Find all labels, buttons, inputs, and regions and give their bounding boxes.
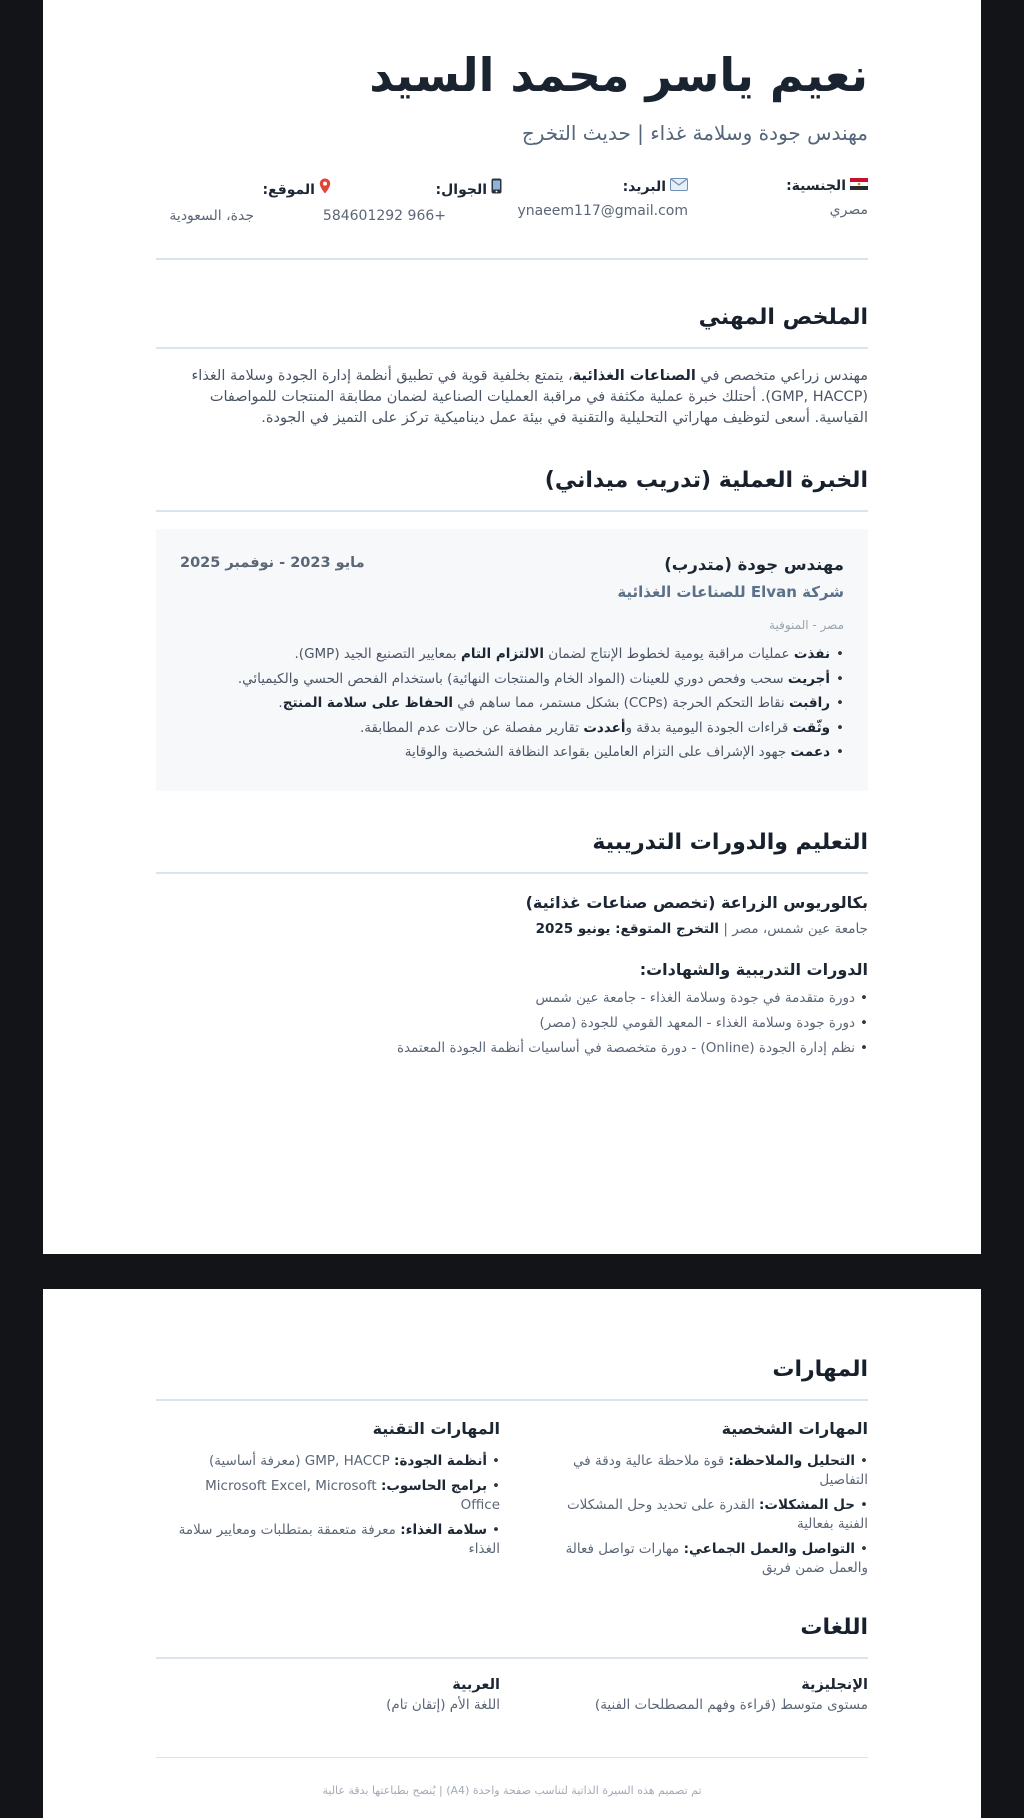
language-level: مستوى متوسط (قراءة وفهم المصطلحات الفنية)	[594, 1697, 868, 1713]
language-english	[533, 1677, 868, 1713]
list-item: • نظم إدارة الجودة (Online) - دورة متخصصة في أساسيات أنظمة الجودة المعتمدة	[156, 1036, 868, 1061]
contact-phone	[436, 178, 502, 198]
personal-skills	[533, 1419, 868, 1584]
email-label: البريد:	[622, 179, 666, 195]
list-item: • أجريت سحب وفحص دوري للعينات (المواد الخام والمنتجات النهائية) باستخدام الفحص الحسي والكيميائي.	[180, 667, 844, 692]
education-divider	[156, 872, 868, 874]
candidate-name: نعيم ياسر محمد السيد	[369, 48, 868, 102]
language-arabic	[165, 1677, 500, 1713]
job-location: مصر - المنوفية	[769, 618, 844, 632]
header-divider	[156, 258, 868, 260]
phone-value[interactable]: +966 584601292	[322, 208, 446, 224]
footer-divider	[156, 1757, 868, 1758]
list-item: • دورة جودة وسلامة الغذاء - المعهد القومي للجودة (مصر)	[156, 1011, 868, 1036]
personal-skills-heading: المهارات الشخصية	[721, 1419, 868, 1438]
resume-page-2	[43, 1289, 981, 1818]
list-item: • برامج الحاسوب: Microsoft Excel, Microsoft Office	[165, 1477, 500, 1515]
experience-divider	[156, 510, 868, 512]
mobile-phone-icon	[491, 178, 502, 198]
summary-divider	[156, 347, 868, 349]
courses-list	[156, 986, 868, 1061]
pin-icon	[319, 178, 331, 198]
degree-details: جامعة عين شمس، مصر | التخرج المتوقع: يونيو 2025	[535, 921, 868, 937]
resume-page-1	[43, 0, 981, 1254]
nationality-label: الجنسية:	[786, 178, 846, 194]
job-title: مهندس جودة (متدرب)	[664, 555, 844, 574]
summary-text: مهندس زراعي متخصص في الصناعات الغذائية، يتمتع بخلفية قوية في تطبيق أنظمة إدارة الجودة وسلامة الغذاء (GMP, HACCP). أحتلك خبرة عملية مكثفة في مراقبة العمليات الصناعية لضمان مطابقة المنتجات للمواصفات القياسية. أسعى لتوظيف مهاراتي التحليلية والتقنية في بيئة عمل ديناميكية تركز على التميز في الجودة.	[191, 368, 868, 426]
email-value[interactable]: ynaeem117@gmail.com	[517, 203, 688, 219]
list-item: • التواصل والعمل الجماعي: مهارات تواصل فعالة والعمل ضمن فريق	[533, 1540, 868, 1578]
list-item: • سلامة الغذاء: معرفة متعمقة بمتطلبات ومعايير سلامة الغذاء	[165, 1521, 500, 1559]
job-bullets	[180, 642, 844, 765]
experience-heading: الخبرة العملية (تدريب ميداني)	[544, 468, 868, 493]
language-name: الإنجليزية	[801, 1677, 868, 1693]
courses-heading: الدورات التدريبية والشهادات:	[639, 960, 868, 979]
list-item: • نفذت عمليات مراقبة يومية لخطوط الإنتاج لضمان الالتزام التام بمعايير التصنيع الجيد (GMP).	[180, 642, 844, 667]
experience-card	[156, 529, 868, 791]
language-level: اللغة الأم (إتقان تام)	[386, 1697, 500, 1713]
skills-heading: المهارات	[772, 1357, 868, 1382]
technical-skills	[165, 1419, 500, 1565]
candidate-title: مهندس جودة وسلامة غذاء | حديث التخرج	[521, 121, 868, 145]
education-heading: التعليم والدورات التدريبية	[592, 830, 868, 855]
degree-title: بكالوريوس الزراعة (تخصص صناعات غذائية)	[525, 893, 868, 912]
list-item: • التحليل والملاحظة: قوة ملاحظة عالية ودقة في التفاصيل	[533, 1452, 868, 1490]
summary-heading: الملخص المهني	[698, 305, 868, 330]
company-name: شركة Elvan للصناعات الغذائية	[617, 583, 844, 601]
list-item: • وثّقت قراءات الجودة اليومية بدقة وأعددت تقارير مفصلة عن حالات عدم المطابقة.	[180, 716, 844, 741]
egypt-flag-icon	[850, 178, 868, 194]
languages-divider	[156, 1657, 868, 1659]
page-content	[156, 0, 868, 1254]
nationality-value: مصري	[829, 202, 868, 218]
list-item: • دورة متقدمة في جودة وسلامة الغذاء - جامعة عين شمس	[156, 986, 868, 1011]
technical-skills-heading: المهارات التقنية	[372, 1419, 500, 1438]
technical-skills-list	[165, 1452, 500, 1559]
job-date: مايو 2023 - نوفمبر 2025	[180, 555, 365, 571]
list-item: • أنظمة الجودة: GMP, HACCP (معرفة أساسية)	[165, 1452, 500, 1471]
language-name: العربية	[452, 1677, 500, 1693]
contact-nationality	[786, 178, 868, 218]
skills-divider	[156, 1399, 868, 1401]
personal-skills-list	[533, 1452, 868, 1578]
list-item: • حل المشكلات: القدرة على تحديد وحل المشكلات الفنية بفعالية	[533, 1496, 868, 1534]
location-value: جدة، السعودية	[169, 208, 254, 224]
contact-location	[262, 178, 331, 198]
location-label: الموقع:	[262, 182, 315, 198]
list-item: • راقبت نقاط التحكم الحرجة (CCPs) بشكل مستمر، مما ساهم في الحفاظ على سلامة المنتج.	[180, 691, 844, 716]
list-item: • دعمت جهود الإشراف على التزام العاملين بقواعد النظافة الشخصية والوقاية	[180, 740, 844, 765]
page-content	[156, 1289, 868, 1818]
phone-label: الجوال:	[435, 182, 487, 198]
envelope-icon	[670, 178, 688, 195]
contact-email	[517, 178, 688, 219]
languages-heading: اللغات	[800, 1615, 868, 1640]
contact-info	[156, 178, 868, 228]
footer-note: تم تصميم هذه السيرة الذاتية لتناسب صفحة واحدة (A4) | يُنصح بطباعتها بدقة عالية	[322, 1784, 702, 1797]
